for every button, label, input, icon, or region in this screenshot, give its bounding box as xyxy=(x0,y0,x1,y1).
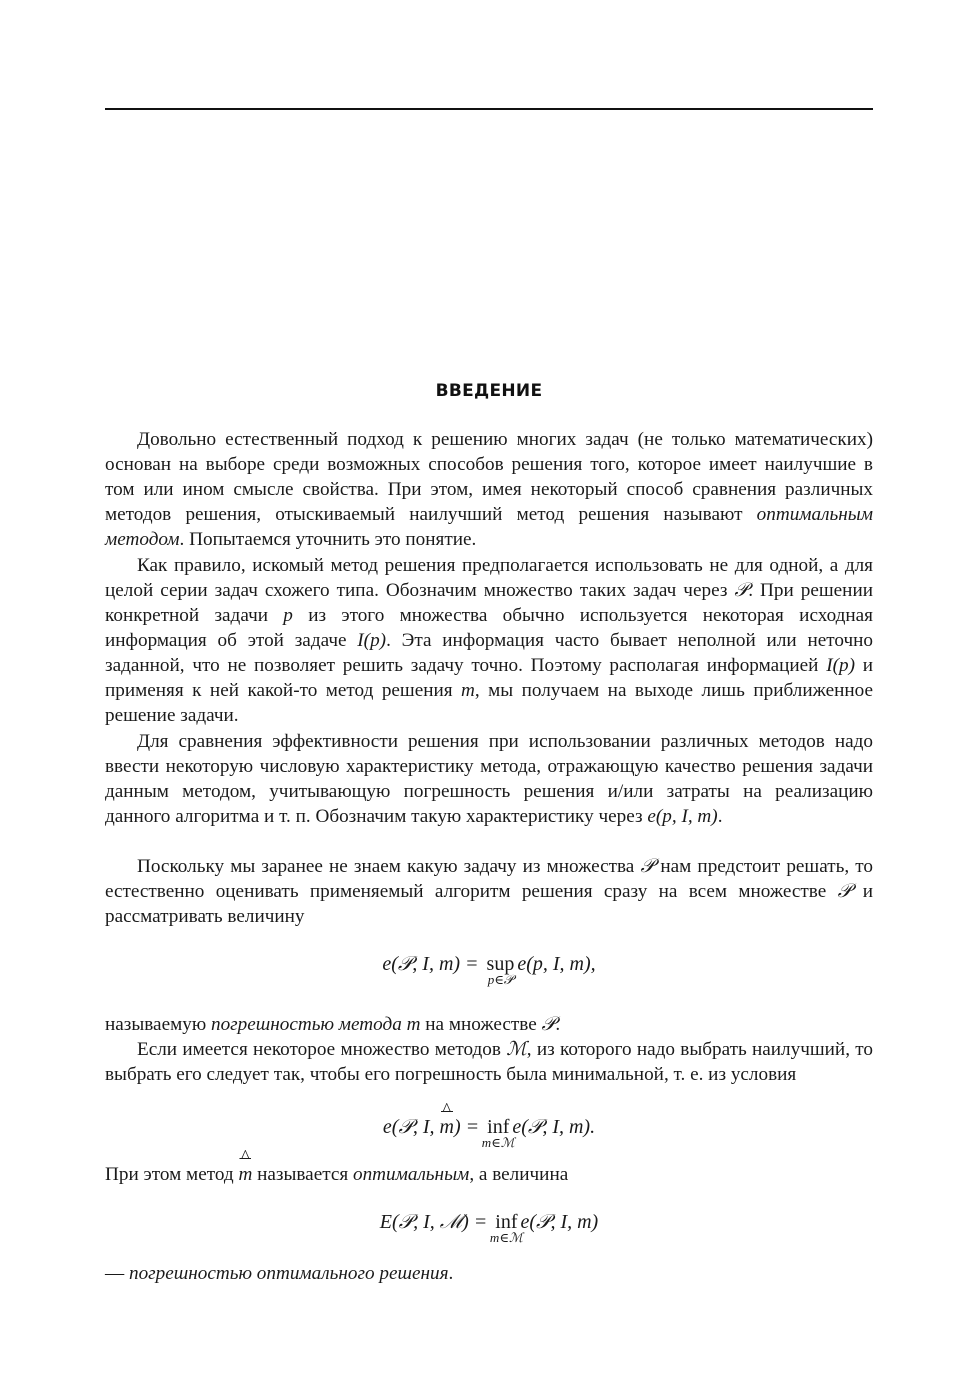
formula-3-inf: inf xyxy=(495,1211,518,1233)
formula-2-lhs-a: e(𝒫, I, xyxy=(382,1116,440,1138)
formula-2-m-hat xyxy=(439,1099,454,1140)
p8-dash: — xyxy=(105,1263,129,1284)
paragraph-4 xyxy=(105,854,873,929)
formula-1-rhs: e(p, I, m), xyxy=(517,953,596,975)
paragraph-6 xyxy=(105,1037,873,1087)
p3-text-b: . xyxy=(717,806,723,827)
p1-text-start: Довольно естественный подход к решению многих задач (не только математических) основан на выборе среди возможных способов решения того, которое имеет наилучшие в том или ином смысле свойства. При этом, имея некоторый способ сравнения различных методов решения, отыскиваемый наилучший метод решения называют xyxy=(105,429,873,525)
formula-2-subscript: m∈ℳ xyxy=(481,1135,515,1150)
section-title: ВВЕДЕНИЕ xyxy=(435,381,543,401)
p8-text-end: . xyxy=(448,1263,454,1284)
p5-emphasis: погрешностью метода xyxy=(210,1014,402,1035)
p4-text-a: Поскольку мы заранее не знаем какую задачу из множества xyxy=(137,856,641,877)
p5-text-b: на множестве xyxy=(420,1014,542,1035)
formula-optimal-condition xyxy=(105,1099,873,1150)
p7-text-c: , а величина xyxy=(469,1164,569,1185)
paragraph-3 xyxy=(105,729,873,829)
symbol-epIm: e(p, I, m) xyxy=(647,806,718,827)
symbol-Ip-2: I(p) xyxy=(826,655,855,676)
formula-2-inf: inf xyxy=(487,1116,510,1138)
hat-accent-icon: ^ xyxy=(442,1099,451,1119)
symbol-m-2: m xyxy=(406,1014,421,1035)
formula-optimal-error xyxy=(105,1210,873,1245)
p7-text-a: При этом метод xyxy=(105,1164,239,1185)
p5-text-c: . xyxy=(555,1014,561,1035)
paragraph-5 xyxy=(105,1012,873,1037)
p1-text-end: . Попытаемся уточнить это понятие. xyxy=(179,529,477,550)
formula-1-sup: sup xyxy=(486,953,515,975)
symbol-Ip: I(p) xyxy=(357,630,387,651)
formula-3-rhs: e(𝒫, I, m) xyxy=(520,1211,599,1233)
p2-text-e: и применяя к ней какой-то метод решения xyxy=(105,655,873,701)
formula-1-subscript: p∈𝒫 xyxy=(487,972,514,987)
formula-2-lhs-b: ) = xyxy=(453,1116,480,1138)
p6-text-a: Если имеется некоторое множество методов xyxy=(137,1039,507,1060)
formula-1-operator xyxy=(486,952,515,987)
p8-emphasis: погрешностью оптимального решения xyxy=(128,1263,449,1284)
p1-emphasis: оптимальным методом xyxy=(105,504,873,550)
formula-3-subscript: m∈ℳ xyxy=(489,1230,523,1245)
paragraph-1 xyxy=(105,427,873,552)
symbol-m-hat xyxy=(238,1146,253,1187)
p2-text-f: , мы получаем на выходе лишь приближенное решение задачи. xyxy=(105,680,873,726)
formula-2-rhs: e(𝒫, I, m). xyxy=(512,1116,596,1138)
p5-text-a: называемую xyxy=(105,1014,211,1035)
paragraph-7 xyxy=(105,1146,873,1187)
formula-method-error xyxy=(105,952,873,987)
p4-text-b: нам предстоит решать, то естественно оценивать применяемый алгоритм решения сразу на всем множестве xyxy=(105,856,874,902)
p2-text-d: . Эта информация часто бывает неполной или неточно заданной, что не позволяет решить задачу точно. Поэтому располагая информацией xyxy=(105,630,873,676)
header-rule xyxy=(105,108,873,110)
symbol-p: p xyxy=(283,605,293,626)
p6-text-b: , из которого надо выбрать наилучший, то выбрать его следует так, чтобы его погрешность была минимальной, т. е. из условия xyxy=(105,1039,873,1085)
p2-text-b: . При решении конкретной задачи xyxy=(105,580,873,626)
formula-3-operator xyxy=(489,1210,523,1245)
symbol-m-hat-letter: m xyxy=(238,1164,253,1185)
symbol-set-M: ℳ xyxy=(506,1039,527,1060)
hat-accent-icon-2: ^ xyxy=(241,1146,250,1166)
formula-2-operator xyxy=(481,1115,515,1150)
p4-text-c: и рассматривать величину xyxy=(105,881,873,927)
paragraph-2 xyxy=(105,553,873,728)
paragraph-8 xyxy=(105,1261,873,1286)
symbol-set-P-2: 𝒫 xyxy=(640,856,655,877)
p7-text-b: называется xyxy=(252,1164,353,1185)
formula-1-lhs: e(𝒫, I, m) = xyxy=(382,953,479,975)
symbol-set-P: 𝒫 xyxy=(734,580,749,601)
symbol-set-P-4: 𝒫 xyxy=(541,1014,556,1035)
symbol-m: m xyxy=(461,680,475,701)
formula-3-lhs: E(𝒫, I, ℳ) = xyxy=(379,1211,488,1233)
p7-emphasis: оптимальным xyxy=(352,1164,470,1185)
formula-2-m: m xyxy=(439,1116,454,1138)
p2-text-c: из этого множества обычно используется некоторая исходная информация об этой задаче xyxy=(105,605,873,651)
p2-text-a: Как правило, искомый метод решения предполагается использовать не для одной, а для целой серии задач схожего типа. Обозначим множество таких задач через xyxy=(105,555,873,601)
p3-text-a: Для сравнения эффективности решения при использовании различных методов надо ввести некоторую числовую характеристику метода, отражающую качество решения задачи данным методом, учитывающую погрешность решения и/или затраты на реализацию данного алгоритма и т. п. Обозначим такую характеристику через xyxy=(105,731,873,827)
symbol-set-P-3: 𝒫 xyxy=(837,881,852,902)
